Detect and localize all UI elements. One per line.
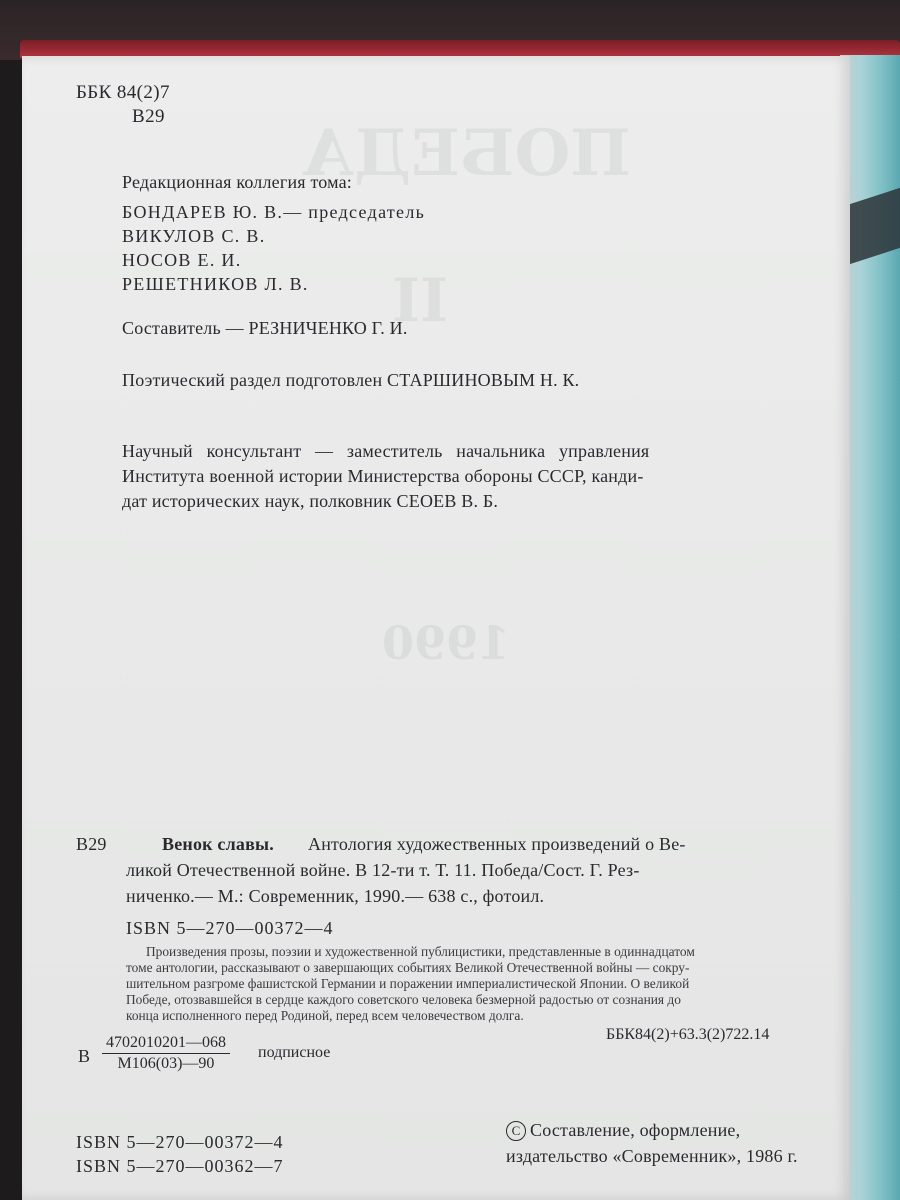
bbk-full: ББК84(2)+63.3(2)722.14 — [606, 1026, 770, 1043]
copyright-line: издательство «Современник», 1986 г. — [506, 1146, 798, 1166]
fraction-prefix: В — [78, 1046, 91, 1066]
board-member: БОНДАРЕВ Ю. В.— председатель — [122, 202, 426, 222]
board-member: НОСОВ Е. И. — [122, 250, 242, 270]
compiler-line: Составитель — РЕЗНИЧЕНКО Г. И. — [122, 318, 408, 338]
book-code: В29 — [132, 106, 165, 127]
copyright-text: Составление, оформление, — [530, 1120, 741, 1140]
copyright-icon: C — [506, 1121, 526, 1141]
board-title: Редакционная коллегия тома: — [122, 172, 353, 192]
fraction-denominator: М106(03)—90 — [117, 1055, 215, 1072]
catalog-fraction — [102, 1034, 230, 1073]
catalog-code: В29 — [76, 834, 107, 854]
catalog-line: ниченко.— М.: Современник, 1990.— 638 с., фотоил. — [126, 886, 545, 906]
annotation-line: томе антологии, рассказывают о завершающих событиях Великой Отечественной войны — сокру- — [126, 960, 690, 975]
annotation-line: Произведения прозы, поэзии и художественной публицистики, представленные в одиннадцатом — [146, 944, 695, 959]
poetry-line: Поэтический раздел подготовлен СТАРШИНОВЫМ Н. К. — [122, 370, 580, 390]
consultant-line: Института военной истории Министерства обороны СССР, канди- — [122, 466, 644, 486]
catalog-line: ликой Отечественной войне. В 12-ти т. Т. 11. Победа/Сост. Г. Рез- — [126, 860, 640, 880]
copyright-line — [506, 1120, 740, 1141]
annotation-line: шительном разгроме фашистской Германии и поражении империалистической Японии. О великой — [126, 976, 690, 991]
page — [22, 56, 850, 1200]
catalog-line: Антология художественных произведений о Ве- — [308, 834, 686, 854]
footer-isbn: ISBN 5—270—00362—7 — [76, 1156, 284, 1176]
footer-isbn: ISBN 5—270—00372—4 — [76, 1132, 284, 1152]
show-through-text: 1990 — [382, 616, 511, 670]
consultant-line: дат исторических наук, полковник СЕОЕВ В. Б. — [122, 491, 499, 511]
subscription-label: подписное — [258, 1044, 331, 1061]
show-through-text: ПОБЕДА — [302, 116, 631, 191]
board-member: РЕШЕТНИКОВ Л. В. — [122, 274, 309, 294]
catalog-title: Венок славы. — [162, 834, 274, 854]
annotation-line: конца исполненного перед Родиной, перед всем человечеством долга. — [126, 1008, 524, 1023]
catalog-isbn: ISBN 5—270—00372—4 — [126, 918, 334, 938]
board-member: ВИКУЛОВ С. В. — [122, 226, 266, 246]
bbk-code: ББК 84(2)7 — [76, 82, 170, 103]
annotation-line: Победе, отозвавшейся в сердце каждого советского человека безмерной радостью от сознания до — [126, 992, 681, 1007]
consultant-line: Научный консультант — заместитель начальника управления — [122, 441, 650, 461]
show-through-text: II — [392, 266, 449, 336]
fraction-numerator: 4702010201—068 — [102, 1034, 230, 1054]
